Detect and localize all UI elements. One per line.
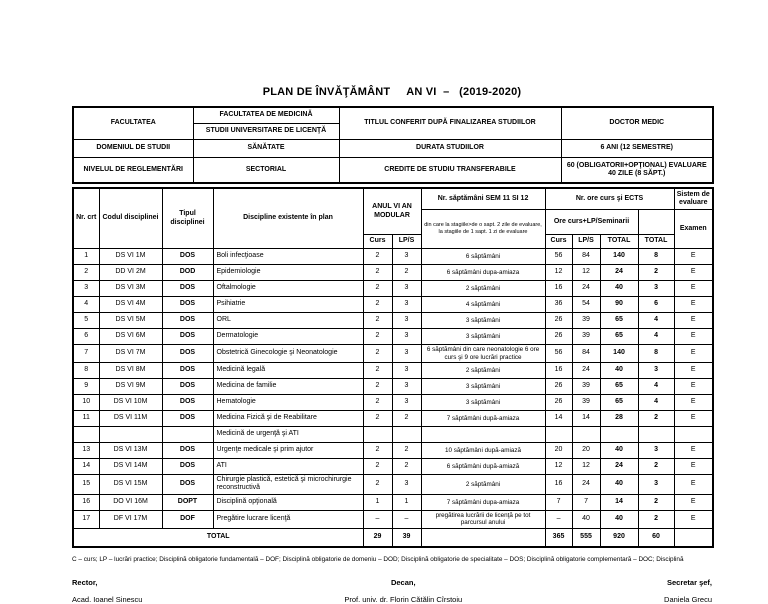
- cell-ects: 3: [638, 475, 674, 495]
- cell-lps: 3: [392, 313, 421, 329]
- cell-curs: 2: [363, 313, 392, 329]
- cell-nr: 10: [73, 395, 99, 411]
- header-ects-spacer: [638, 210, 674, 235]
- cell-nr: 3: [73, 281, 99, 297]
- table-row: [73, 313, 713, 329]
- cell-disciplina: Pregătire lucrare licenţă: [213, 510, 363, 528]
- signature-decan: [344, 578, 462, 604]
- cell-ore_lps: 12: [572, 265, 600, 281]
- domeniul-label: DOMENIUL DE STUDII: [73, 140, 193, 158]
- cell-nr: 14: [73, 459, 99, 475]
- durata-value: 6 ANI (12 SEMESTRE): [561, 140, 713, 158]
- cell-examen: E: [674, 281, 713, 297]
- cell-disciplina: Boli infecţioase: [213, 249, 363, 265]
- cell-lps: –: [392, 510, 421, 528]
- cell-cod: DS VI 4M: [99, 297, 162, 313]
- table-row: [73, 265, 713, 281]
- cell-lps: 3: [392, 345, 421, 363]
- cell-saptamani: 3 săptămâni: [421, 313, 545, 329]
- cell-disciplina: Hematologie: [213, 395, 363, 411]
- cell-nr: 15: [73, 475, 99, 495]
- cell-lps: 3: [392, 281, 421, 297]
- cell-ects: 3: [638, 363, 674, 379]
- cell-ore_curs: 14: [545, 411, 572, 427]
- cell-lps: 2: [392, 459, 421, 475]
- cell-tip: DOS: [162, 411, 213, 427]
- cell-ects: 2: [638, 411, 674, 427]
- cell-ects: 8: [638, 345, 674, 363]
- cell-ore_lps: 24: [572, 281, 600, 297]
- cell-ore_total: 40: [600, 281, 638, 297]
- rector-name: Acad. Ioanel Sinescu: [72, 595, 143, 604]
- cell-tip: DOPT: [162, 494, 213, 510]
- cell-ore_lps: 39: [572, 313, 600, 329]
- page-title: PLAN DE ÎNVĂŢĂMÂNT AN VI – (2019-2020): [262, 86, 522, 98]
- titlul-label: TITLUL CONFERIT DUPĂ FINALIZAREA STUDIILOR: [339, 107, 561, 140]
- cell-ects: 4: [638, 395, 674, 411]
- cell-ore_lps: 84: [572, 249, 600, 265]
- table-row: [73, 297, 713, 313]
- cell-examen: E: [674, 443, 713, 459]
- cell-ore_lps: 24: [572, 363, 600, 379]
- cell-ore_curs: 36: [545, 297, 572, 313]
- cell-saptamani: 4 săptămâni: [421, 297, 545, 313]
- header-nr-crt: Nr. crt: [73, 188, 99, 249]
- cell-ore_total: 24: [600, 459, 638, 475]
- cell-curs: 2: [363, 411, 392, 427]
- cell-ore_lps: 24: [572, 475, 600, 495]
- cell-ects: 8: [638, 249, 674, 265]
- cell-ore_total: 14: [600, 494, 638, 510]
- info-row-domeniul: [73, 140, 713, 158]
- cell-examen: E: [674, 329, 713, 345]
- cell-saptamani: 7 săptămâni dupa-amiaza: [421, 494, 545, 510]
- total-ore-curs: 365: [545, 528, 572, 547]
- total-ore-total: 920: [600, 528, 638, 547]
- cell-saptamani: 6 săptămâni dupa-amiaza: [421, 265, 545, 281]
- cell-curs: 2: [363, 459, 392, 475]
- cell-ore_total: 65: [600, 379, 638, 395]
- info-row-nivelul: [73, 158, 713, 184]
- secretar-name: Daniela Grecu: [664, 595, 712, 604]
- cell-disciplina: Urgenţe medicale şi prim ajutor: [213, 443, 363, 459]
- table-row: [73, 411, 713, 427]
- table-row: [73, 395, 713, 411]
- cell-curs: [363, 427, 392, 443]
- cell-ore_total: 140: [600, 249, 638, 265]
- cell-cod: DS VI 1M: [99, 249, 162, 265]
- cell-ore_total: 40: [600, 443, 638, 459]
- cell-cod: DS VI 9M: [99, 379, 162, 395]
- cell-nr: 4: [73, 297, 99, 313]
- table-row: [73, 249, 713, 265]
- cell-lps: 1: [392, 494, 421, 510]
- cell-tip: DOS: [162, 475, 213, 495]
- header-sistem-evaluare: Sistem de evaluare: [674, 188, 713, 210]
- cell-ects: 4: [638, 313, 674, 329]
- cell-tip: DOS: [162, 345, 213, 363]
- cell-ore_lps: 14: [572, 411, 600, 427]
- header-curs-ore: Curs: [545, 235, 572, 249]
- cell-lps: 3: [392, 249, 421, 265]
- nivelul-value: SECTORIAL: [193, 158, 339, 184]
- header-lps-modular: LP/S: [392, 235, 421, 249]
- cell-examen: E: [674, 459, 713, 475]
- nivelul-label: NIVELUL DE REGLEMENTĂRI: [73, 158, 193, 184]
- cell-saptamani: 7 săptămâni după-amiaza: [421, 411, 545, 427]
- cell-curs: 2: [363, 443, 392, 459]
- plan-table: [72, 187, 714, 548]
- cell-ore_lps: 39: [572, 395, 600, 411]
- info-row-facultatea: [73, 107, 713, 140]
- header-discipline: Discipline existente în plan: [213, 188, 363, 249]
- cell-tip: DOS: [162, 459, 213, 475]
- cell-cod: DF VI 17M: [99, 510, 162, 528]
- cell-nr: 2: [73, 265, 99, 281]
- signature-rector: [72, 578, 142, 604]
- cell-ore_curs: 26: [545, 395, 572, 411]
- cell-saptamani: [421, 427, 545, 443]
- cell-disciplina: Medicina de familie: [213, 379, 363, 395]
- cell-cod: DS VI 14M: [99, 459, 162, 475]
- header-saptamani: Nr. săptămâni SEM 11 SI 12: [421, 188, 545, 210]
- cell-tip: DOS: [162, 363, 213, 379]
- header-anul-modular: ANUL VI AN MODULAR: [363, 188, 421, 235]
- cell-disciplina: Obstetrică Ginecologie şi Neonatologie: [213, 345, 363, 363]
- cell-examen: E: [674, 249, 713, 265]
- cell-examen: E: [674, 345, 713, 363]
- table-row: [73, 427, 713, 443]
- cell-ore_lps: 7: [572, 494, 600, 510]
- cell-cod: DS VI 5M: [99, 313, 162, 329]
- cell-disciplina: Dermatologie: [213, 329, 363, 345]
- cell-curs: 2: [363, 297, 392, 313]
- cell-disciplina: Medicină de urgenţă şi ATI: [213, 427, 363, 443]
- cell-cod: DS VI 10M: [99, 395, 162, 411]
- cell-ects: 2: [638, 494, 674, 510]
- facultatea-value-line1: FACULTATEA DE MEDICINĂ: [194, 108, 339, 124]
- cell-curs: 2: [363, 281, 392, 297]
- cell-curs: 2: [363, 345, 392, 363]
- cell-ore_total: 90: [600, 297, 638, 313]
- cell-tip: DOS: [162, 249, 213, 265]
- cell-ore_curs: 20: [545, 443, 572, 459]
- facultatea-value: [193, 107, 339, 140]
- cell-examen: E: [674, 475, 713, 495]
- cell-ore_lps: 39: [572, 329, 600, 345]
- cell-lps: 2: [392, 265, 421, 281]
- cell-disciplina: ATI: [213, 459, 363, 475]
- cell-ore_total: 40: [600, 363, 638, 379]
- header-saptamani-note: din care la stagiile>de o sapt. 2 zile de evaluare, la stagiile de 1 sapt. 1 zi de evaluare: [421, 210, 545, 249]
- cell-curs: 2: [363, 265, 392, 281]
- plan-table-body: [73, 249, 713, 547]
- header-codul: Codul disciplinei: [99, 188, 162, 249]
- cell-ore_lps: 20: [572, 443, 600, 459]
- cell-tip: DOS: [162, 443, 213, 459]
- facultatea-value-line2: STUDII UNIVERSITARE DE LICENŢĂ: [205, 127, 327, 135]
- cell-disciplina: Medicina Fizică şi de Reabilitare: [213, 411, 363, 427]
- cell-disciplina: Epidemiologie: [213, 265, 363, 281]
- total-ore-lps: 555: [572, 528, 600, 547]
- cell-ore_curs: 16: [545, 363, 572, 379]
- cell-ore_total: 24: [600, 265, 638, 281]
- cell-curs: –: [363, 510, 392, 528]
- table-row: [73, 281, 713, 297]
- cell-nr: 7: [73, 345, 99, 363]
- cell-cod: DS VI 13M: [99, 443, 162, 459]
- cell-ore_curs: 26: [545, 329, 572, 345]
- cell-examen: E: [674, 297, 713, 313]
- total-ects: 60: [638, 528, 674, 547]
- cell-saptamani: 2 săptămâni: [421, 281, 545, 297]
- cell-ore_total: 140: [600, 345, 638, 363]
- cell-cod: DO VI 16M: [99, 494, 162, 510]
- cell-disciplina: Chirurgie plastică, estetică şi microchirurgie reconstructivă: [213, 475, 363, 495]
- cell-curs: 2: [363, 249, 392, 265]
- cell-lps: 3: [392, 395, 421, 411]
- footnote: C – curs; LP – lucrări practice; Disciplină obligatorie fundamentală – DOF; Disciplină obligatorie de domeniu – DOD; Disciplină obligatorie de specialitate – DOS; Disciplină obligatorie complementară – DOC; Disciplină: [72, 555, 684, 563]
- cell-curs: 2: [363, 363, 392, 379]
- cell-curs: 2: [363, 329, 392, 345]
- cell-ore_lps: 12: [572, 459, 600, 475]
- cell-ore_lps: 84: [572, 345, 600, 363]
- cell-nr: 5: [73, 313, 99, 329]
- cell-examen: E: [674, 411, 713, 427]
- cell-ore_curs: 7: [545, 494, 572, 510]
- cell-nr: 11: [73, 411, 99, 427]
- cell-saptamani: 3 săptămâni: [421, 329, 545, 345]
- cell-saptamani: 3 săptămâni: [421, 395, 545, 411]
- cell-nr: 13: [73, 443, 99, 459]
- header-tipul: Tipul disciplinei: [162, 188, 213, 249]
- header-curs-modular: Curs: [363, 235, 392, 249]
- cell-saptamani: 6 săptămâni: [421, 249, 545, 265]
- cell-ore_curs: 56: [545, 249, 572, 265]
- cell-cod: DS VI 7M: [99, 345, 162, 363]
- cell-disciplina: Psihiatrie: [213, 297, 363, 313]
- cell-curs: 2: [363, 395, 392, 411]
- table-row: [73, 443, 713, 459]
- cell-nr: 8: [73, 363, 99, 379]
- cell-examen: E: [674, 379, 713, 395]
- cell-ore_total: 28: [600, 411, 638, 427]
- cell-ore_curs: 12: [545, 265, 572, 281]
- cell-ore_curs: 16: [545, 475, 572, 495]
- cell-ore_total: 40: [600, 475, 638, 495]
- cell-lps: 3: [392, 379, 421, 395]
- table-row: [73, 379, 713, 395]
- total-label: TOTAL: [73, 528, 363, 547]
- cell-cod: [99, 427, 162, 443]
- cell-ore_curs: 12: [545, 459, 572, 475]
- cell-ects: 4: [638, 379, 674, 395]
- cell-ore_total: 40: [600, 510, 638, 528]
- cell-ore_total: [600, 427, 638, 443]
- cell-nr: [73, 427, 99, 443]
- cell-lps: 3: [392, 329, 421, 345]
- cell-ore_curs: 26: [545, 313, 572, 329]
- secretar-title: Secretar şef,: [666, 578, 712, 588]
- cell-nr: 1: [73, 249, 99, 265]
- cell-ects: 3: [638, 281, 674, 297]
- cell-ects: 2: [638, 459, 674, 475]
- signatures: [72, 578, 712, 604]
- header-examen: Examen: [674, 210, 713, 249]
- cell-nr: 6: [73, 329, 99, 345]
- cell-tip: DOS: [162, 281, 213, 297]
- decan-name: Prof. univ. dr. Florin Cătălin Cîrstoiu: [344, 595, 463, 604]
- cell-cod: DS VI 6M: [99, 329, 162, 345]
- cell-tip: DOF: [162, 510, 213, 528]
- cell-examen: E: [674, 265, 713, 281]
- cell-tip: [162, 427, 213, 443]
- cell-disciplina: ORL: [213, 313, 363, 329]
- cell-examen: [674, 427, 713, 443]
- cell-tip: DOS: [162, 297, 213, 313]
- cell-lps: 3: [392, 363, 421, 379]
- table-row: [73, 329, 713, 345]
- cell-saptamani: pregătirea lucrării de licenţă pe tot parcursul anului: [421, 510, 545, 528]
- cell-ects: 6: [638, 297, 674, 313]
- cell-nr: 16: [73, 494, 99, 510]
- header-ore-curs-lp: Ore curs+LP/Seminarii: [545, 210, 638, 235]
- cell-saptamani: 3 săptămâni: [421, 379, 545, 395]
- cell-ore_total: 65: [600, 395, 638, 411]
- header-ore-ects: Nr. ore curs şi ECTS: [545, 188, 674, 210]
- cell-disciplina: Oftalmologie: [213, 281, 363, 297]
- domeniul-value: SĂNĂTATE: [193, 140, 339, 158]
- facultatea-label: FACULTATEA: [73, 107, 193, 140]
- cell-lps: 2: [392, 411, 421, 427]
- cell-examen: E: [674, 510, 713, 528]
- cell-examen: E: [674, 313, 713, 329]
- cell-ects: 4: [638, 329, 674, 345]
- total-curs: 29: [363, 528, 392, 547]
- header-lps-ore: LP/S: [572, 235, 600, 249]
- cell-ects: 2: [638, 510, 674, 528]
- cell-saptamani: 2 săptămâni: [421, 475, 545, 495]
- cell-saptamani: 10 săptămâni după-amiază: [421, 443, 545, 459]
- header-row-1: [73, 188, 713, 210]
- cell-ects: [638, 427, 674, 443]
- total-lps: 39: [392, 528, 421, 547]
- decan-title: Decan,: [390, 578, 416, 588]
- cell-tip: DOS: [162, 395, 213, 411]
- cell-curs: 2: [363, 379, 392, 395]
- total-row: [73, 528, 713, 547]
- cell-ects: 2: [638, 265, 674, 281]
- cell-ore_lps: 39: [572, 379, 600, 395]
- durata-label: DURATA STUDIILOR: [339, 140, 561, 158]
- cell-saptamani: 6 săptămâni din care neonatologie 6 ore curs şi 9 ore lucrări practice: [421, 345, 545, 363]
- cell-ore_total: 65: [600, 313, 638, 329]
- cell-disciplina: Disciplină opţională: [213, 494, 363, 510]
- cell-examen: E: [674, 395, 713, 411]
- cell-tip: DOS: [162, 313, 213, 329]
- cell-cod: DS VI 3M: [99, 281, 162, 297]
- cell-cod: DS VI 15M: [99, 475, 162, 495]
- signature-secretar: [664, 578, 712, 604]
- cell-examen: E: [674, 363, 713, 379]
- total-saptamani: [421, 528, 545, 547]
- cell-ore_lps: [572, 427, 600, 443]
- rector-title: Rector,: [72, 578, 98, 588]
- credite-label: CREDITE DE STUDIU TRANSFERABILE: [339, 158, 561, 184]
- cell-examen: E: [674, 494, 713, 510]
- cell-ore_curs: 56: [545, 345, 572, 363]
- cell-tip: DOS: [162, 379, 213, 395]
- table-row: [73, 459, 713, 475]
- cell-nr: 17: [73, 510, 99, 528]
- info-table: [72, 106, 714, 184]
- table-row: [73, 510, 713, 528]
- cell-curs: 1: [363, 494, 392, 510]
- cell-cod: DS VI 8M: [99, 363, 162, 379]
- cell-saptamani: 2 săptămâni: [421, 363, 545, 379]
- header-total-ects: TOTAL: [638, 235, 674, 249]
- cell-ects: 3: [638, 443, 674, 459]
- cell-nr: 9: [73, 379, 99, 395]
- cell-ore_total: 65: [600, 329, 638, 345]
- cell-tip: DOD: [162, 265, 213, 281]
- cell-ore_lps: 40: [572, 510, 600, 528]
- table-row: [73, 345, 713, 363]
- cell-disciplina: Medicină legală: [213, 363, 363, 379]
- cell-lps: 3: [392, 297, 421, 313]
- cell-ore_curs: 26: [545, 379, 572, 395]
- titlul-value: DOCTOR MEDIC: [561, 107, 713, 140]
- cell-cod: DS VI 11M: [99, 411, 162, 427]
- table-row: [73, 363, 713, 379]
- table-row: [73, 475, 713, 495]
- cell-lps: 3: [392, 475, 421, 495]
- credite-value: 60 (OBLIGATORII+OPŢIONAL) EVALUARE 40 ZILE (8 SĂPT.): [561, 158, 713, 184]
- cell-lps: [392, 427, 421, 443]
- cell-curs: 2: [363, 475, 392, 495]
- cell-saptamani: 6 săptămâni după-amiază: [421, 459, 545, 475]
- cell-tip: DOS: [162, 329, 213, 345]
- total-examen: [674, 528, 713, 547]
- table-row: [73, 494, 713, 510]
- cell-ore_curs: 16: [545, 281, 572, 297]
- cell-cod: DD VI 2M: [99, 265, 162, 281]
- cell-lps: 2: [392, 443, 421, 459]
- cell-ore_lps: 54: [572, 297, 600, 313]
- header-total-ore: TOTAL: [600, 235, 638, 249]
- cell-ore_curs: [545, 427, 572, 443]
- cell-ore_curs: –: [545, 510, 572, 528]
